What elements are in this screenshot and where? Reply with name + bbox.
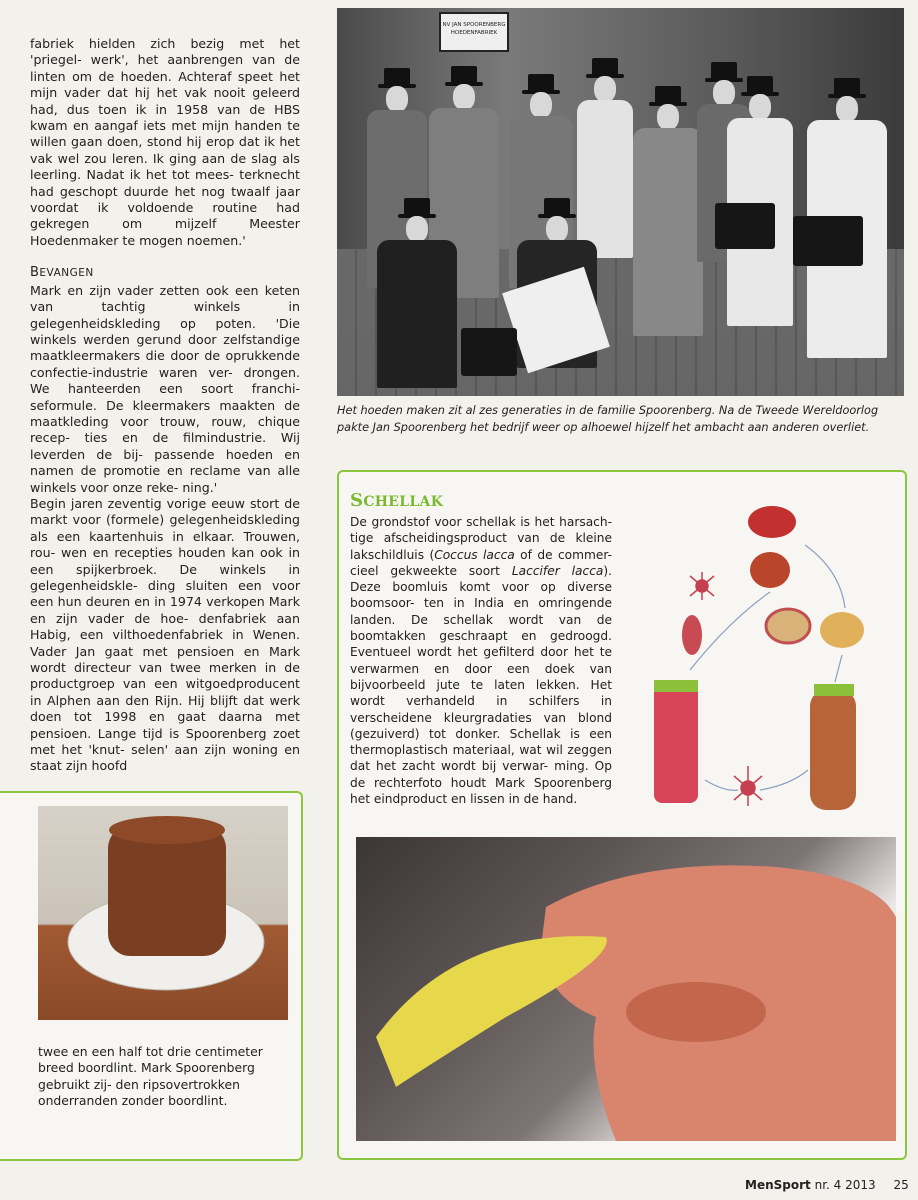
page-number: 25 bbox=[893, 1178, 909, 1192]
top-hat-block-photo bbox=[38, 806, 288, 1020]
hand-holding-shellac-photo bbox=[356, 837, 896, 1141]
article-paragraph-3: Begin jaren zeventig vorige eeuw stort de markt voor (formele) gelegenheidskleding als een kaartenhuis in elkaar. Trouwen, rou- wen en recepties houden kan ook in een spijkerbroek. De winkels in gelegenheidskle- ding sluiten een voor een hun deuren en in 1974 verkopen Mark en zijn vader de hoe- denfabriek aan Habig, een vilthoedenfabriek in Wenen. Vader Jan gaat met pensioen en Mark wordt directeur van twee merken in de productgroep van een witgoedproducent in Alphen aan den Rijn. Hij blijft dat werk doen tot 1998 en gaat daarna met pensioen. Lange tijd is Spoorenberg zoet met het 'knut- selen' aan zijn woning en staat zijn hoofd bbox=[30, 495, 300, 774]
person-figure bbox=[377, 198, 457, 388]
infobox-title bbox=[350, 490, 443, 511]
historic-group-photo bbox=[337, 8, 904, 396]
hand-illustration bbox=[356, 837, 896, 1141]
title-rest: CHELLAK bbox=[363, 494, 444, 510]
briefcase bbox=[461, 328, 517, 376]
magazine-name: MenSport bbox=[745, 1178, 811, 1192]
insect-stage-illustration bbox=[682, 615, 702, 655]
article-paragraph-1: fabriek hielden zich bezig met het 'priegel- werk', het aanbrengen van de linten om de hoeden. Achteraf speet het mijn vader dat hij het vak nooit geleerd had, dus toen ik in 1958 van de HBS kwam en aangaf iets met mijn handen te willen gaan doen, stond hij erop dat ik het vak wel zou leren. Ik ging aan de slag als leerling. Nadat ik het tot mees- terknecht had geschopt duurde het nog twaalf jaar voordat ik voldoende routine had gekregen om mijzelf Meester Hoedenmaker te mogen noemen.' bbox=[30, 36, 300, 248]
article-paragraph-2: Mark en zijn vader zetten ook een keten van tachtig winkels in gelegenheidskleding op poten. 'Die winkels werden gerund door zelfstandige maatkleermakers die door de oprukkende confectie-industrie waren ver- drongen. We hanteerden een soort franchi- seformule. De kleermakers maakten de maatkleding voor trouw, rouw, chique recep- ties en de filmindustrie. Wij leverden de bij- passende hoeden en namen de promotie en reclame van alle winkels voor onze reke- ning.' bbox=[30, 282, 300, 495]
text-part: ). Deze boomluis komt voor op diverse boomsoor- ten in India en omringende landen. De schellak wordt van de boomtakken geschraapt en gedroogd. Eventueel wordt het gefilterd door het te verwarmen en door een doek van bijvoorbeeld jute te laten lekken. Het wordt verhandeld in schilfers in verscheidene kleurgradaties van blond (gezuiverd) tot donker. Schellak is een thermoplastisch materiaal, wat wil zeggen dat het zacht wordt bij verwar- ming. Op de rechterfoto houdt Mark Spoorenberg het eindproduct en lissen in de hand. bbox=[350, 563, 613, 807]
person-figure bbox=[633, 86, 703, 336]
text-part: of de commer- cieel gekweekte soort bbox=[350, 547, 612, 578]
person-figure bbox=[727, 76, 793, 326]
heading-rest: EVANGEN bbox=[39, 267, 94, 280]
lac-insect-lifecycle-illustration bbox=[630, 500, 900, 830]
article-column bbox=[30, 36, 300, 775]
lifecycle-arrow bbox=[690, 592, 770, 670]
insect-stage-illustration bbox=[750, 552, 790, 588]
hat-crown bbox=[108, 826, 226, 956]
heading-initial: B bbox=[30, 265, 40, 281]
insect-stage-illustration bbox=[820, 612, 864, 648]
photo-caption: Het hoeden maken zit al zes generaties in de familie Spoorenberg. Na de Tweede Wereldoorlog pakte Jan Spoorenberg het bedrijf weer op alhoewel hijzelf het ambacht aan anderen overliet. bbox=[337, 404, 879, 434]
shellac-flakes bbox=[626, 982, 766, 1042]
infobox-text bbox=[350, 514, 612, 807]
hat-box-text: twee en een half tot drie centimeter breed boordlint. Mark Spoorenberg gebruikt zij- den ripsovertrokken onderranden zonder boordlint. bbox=[38, 1044, 263, 1108]
branch-end bbox=[814, 684, 854, 696]
branch-end bbox=[654, 680, 698, 692]
hat-illustration bbox=[38, 806, 288, 1020]
lifecycle-arrow bbox=[705, 780, 738, 790]
lac-covered-branch bbox=[654, 685, 698, 803]
golden-braided-cord bbox=[376, 936, 607, 1087]
latin-name: Laccifer lacca bbox=[511, 563, 604, 578]
sign-line-1: NV JAN SPOORENBERG bbox=[442, 22, 506, 28]
title-initial: S bbox=[350, 490, 364, 511]
hat-top bbox=[109, 816, 225, 844]
lifecycle-arrow bbox=[760, 770, 808, 790]
lifecycle-arrow bbox=[835, 655, 842, 682]
latin-name: Coccus lacca bbox=[434, 547, 515, 562]
factory-sign bbox=[439, 12, 509, 52]
insect-stage-illustration bbox=[748, 506, 796, 538]
briefcase bbox=[715, 203, 775, 249]
text-part: De grondstof voor schellak is het harsach- tige afscheidingsproduct van de kleine lakschildluis ( bbox=[350, 515, 612, 562]
lac-insect-illustration bbox=[690, 572, 714, 600]
briefcase bbox=[793, 216, 863, 266]
lifecycle-arrow bbox=[805, 545, 845, 608]
issue-number: nr. 4 2013 bbox=[814, 1178, 876, 1192]
sign-line-2: HOEDENFABRIEK bbox=[450, 30, 498, 36]
page-footer bbox=[745, 1178, 909, 1192]
lac-insect-illustration bbox=[734, 766, 762, 806]
insect-stage-illustration bbox=[766, 609, 810, 643]
section-heading bbox=[30, 265, 300, 281]
lac-covered-branch bbox=[810, 690, 856, 810]
